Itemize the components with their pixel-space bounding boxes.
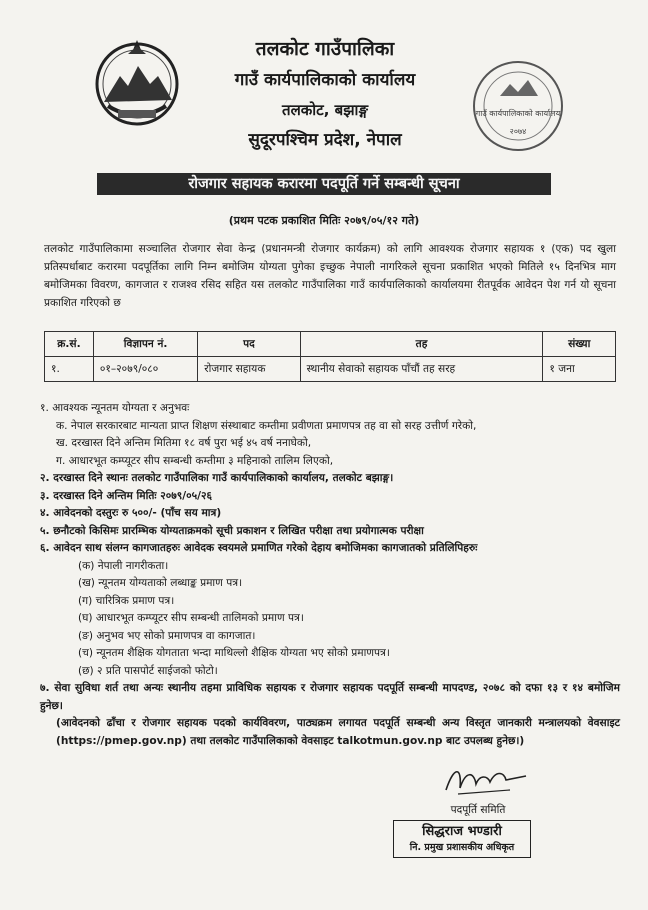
document-item: (छ) २ प्रति पासपोर्ट साईजको फोटो। <box>78 664 218 677</box>
office-name: गाउँ कार्यपालिकाको कार्यालय <box>234 70 416 90</box>
document-item: (ङ) अनुभव भए सोको प्रमाणपत्र वा कागजात। <box>78 629 256 642</box>
col-post: पद <box>198 332 300 357</box>
signatory-title: नि. प्रमुख प्रशासकीय अधिकृत <box>409 842 515 853</box>
municipality-name: तलकोट गाउँपालिका <box>255 38 395 60</box>
section-deadline: ३. दरखास्त दिने अन्तिम मितिः २०७९/०५/२६ <box>40 489 213 502</box>
seal-year: २०७४ <box>509 127 527 136</box>
office-header <box>190 40 460 149</box>
section-service-terms: ७. सेवा सुविधा शर्त तथा अन्यः स्थानीय तहमा प्राविधिक सहायक र रोजगार सहायक पदपूर्ति सम्बन्धी मापदण्ड, २०७८ को दफा १३ र १४ बमोजिम हुनेछ। <box>40 682 620 712</box>
cell-serial: १. <box>45 357 94 382</box>
section-application-place: २. दरखास्त दिने स्थानः तलकोट गाउँपालिका गाउँ कार्यपालिकाको कार्यालय, तलकोट बझाङ्ग। <box>40 472 394 484</box>
cell-post: रोजगार सहायक <box>198 357 300 382</box>
office-seal-stamp <box>470 54 566 160</box>
col-serial: क्र.सं. <box>45 332 94 357</box>
section-fee: ४. आवेदनको दस्तुरः रु ५००/- (पाँच सय मात्र) <box>40 507 222 519</box>
document-item: (ख) न्यूनतम योग्यताको लब्धाङ्क प्रमाण पत्र। <box>78 577 243 589</box>
cell-level: स्थानीय सेवाको सहायक पाँचौं तह सरह <box>300 357 543 382</box>
handwritten-signature <box>440 760 532 800</box>
col-level: तह <box>300 332 543 357</box>
table-header-row <box>45 332 616 357</box>
cell-advertisement: ०१–२०७९/०८० <box>93 357 197 382</box>
col-advertisement: विज्ञापन नं. <box>93 332 197 357</box>
qualification-item: ख. दरखास्त दिने अन्तिम मितिमा १८ वर्ष पुरा भई ४५ वर्ष ननाघेको, <box>56 437 312 449</box>
section-qualification-title: १. आवश्यक न्यूनतम योग्यता र अनुभवः <box>40 402 190 414</box>
cell-count: १ जना <box>543 357 616 382</box>
section-documents-title: ६. आवेदन साथ संलग्न कागजातहरुः आवेदक स्वयमले प्रमाणित गरेको देहाय बमोजिमका कागजातको प्रतिलिपिहरुः <box>40 542 478 554</box>
document-item: (घ) आधारभूत कम्प्यूटर सीप सम्बन्धी तालिमको प्रमाण पत्र। <box>78 612 304 624</box>
vacancy-table <box>44 331 616 382</box>
nepal-emblem-icon <box>92 36 182 132</box>
qualification-item: क. नेपाल सरकारबाट मान्यता प्राप्त शिक्षण संस्थाबाट कम्तीमा प्रवीणता प्रमाणपत्र तह वा सो सरह उत्तीर्ण गरेको, <box>56 419 477 432</box>
notice-title-banner: रोजगार सहायक करारमा पदपूर्ति गर्ने सम्बन्धी सूचना <box>97 173 551 195</box>
section-selection: ५. छनौटको किसिमः प्रारम्भिक योग्यताक्रमको सूची प्रकाशन र लिखित परीक्षा तथा प्रयोगात्मक परीक्षा <box>40 524 424 537</box>
table-row <box>45 357 616 382</box>
committee-label: पदपूर्ति समिति <box>450 804 506 816</box>
signatory-name: सिद्धराज भण्डारी <box>422 824 502 839</box>
qualification-item: ग. आधारभूत कम्प्यूटर सीप सम्बन्धी कम्तीमा ३ महिनाको तालिम लिएको, <box>56 454 334 467</box>
intro-paragraph: तलकोट गाउँपालिकामा सञ्चालित रोजगार सेवा केन्द्र (प्रधानमन्त्री रोजगार कार्यक्रम) को लागि आवश्यक रोजगार सहायक १ (एक) पद खुला प्रतिस्पर्धाबाट करारमा पदपूर्तिका लागि निम्न बमोजिम योग्यता पुगेका इच्छुक नेपाली नागरिकले सूचना प्रकाशित भएको मितिले १५ दिनभित्र माग बमोजिमका विवरण, कागजात र राजश्व रसिद सहित यस तलकोट गाउँपालिका गाउँ कार्यपालिकाको कार्यालयमा रीतपूर्वक आवेदन पेश गर्न यो सूचना प्रकाशित गरिएको छ <box>44 243 616 309</box>
col-count: संख्या <box>543 332 616 357</box>
province-country: सुदूरपश्चिम प्रदेश, नेपाल <box>248 130 402 150</box>
office-location: तलकोट, बझाङ्ग <box>282 101 368 119</box>
notice-body <box>40 400 620 750</box>
document-item: (च) न्यूनतम शैक्षिक योगताता भन्दा माथिल्लो शैक्षिक योग्यता भए सोको प्रमाणपत्र। <box>78 647 390 659</box>
seal-text: गाउँ कार्यपालिकाको कार्यालय <box>475 109 561 118</box>
signatory-stamp <box>393 820 531 858</box>
document-item: (ग) चारित्रिक प्रमाण पत्र। <box>78 594 175 607</box>
website-note: (आवेदनको ढाँचा र रोजगार सहायक पदको कार्यविवरण, पाठ्यक्रम लगायत पदपूर्ति सम्बन्धी अन्य विस्तृत जानकारी मन्त्रालयको वेवसाइट (https://pmep.gov.np) तथा तलकोट गाउँपालिकाको वेवसाइट talkotmun.gov.np बाट उपलब्ध हुनेछ।) <box>56 717 620 747</box>
publish-date: (प्रथम पटक प्रकाशित मितिः २०७९/०५/१२ गते) <box>228 214 420 227</box>
document-item: (क) नेपाली नागरीकता। <box>78 559 169 572</box>
